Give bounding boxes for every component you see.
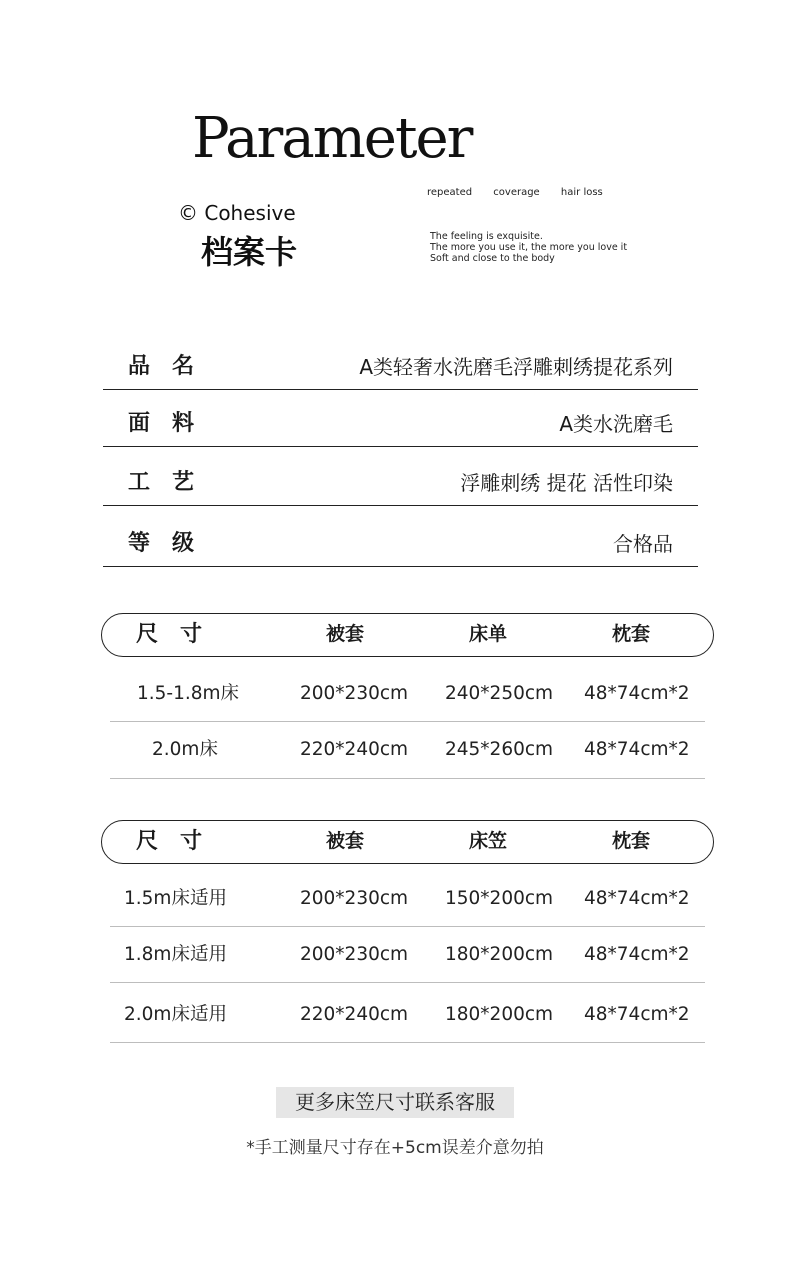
tagline-line: The more you use it, the more you love it	[430, 242, 628, 253]
size-table-header	[101, 613, 714, 657]
info-value: 合格品	[613, 532, 673, 556]
table-row	[110, 722, 705, 779]
size-table-fitted	[101, 820, 714, 1043]
cell: 240*250cm	[445, 683, 554, 704]
cell: 48*74cm*2	[584, 944, 690, 965]
cell: 180*200cm	[445, 944, 554, 965]
brand-subtitle: 档案卡	[201, 233, 298, 271]
header-pillowcase: 枕套	[612, 830, 651, 852]
info-key: 面料	[128, 411, 217, 436]
tag: coverage	[493, 187, 540, 198]
info-value: 浮雕刺绣 提花 活性印染	[460, 471, 673, 495]
cell: 2.0m床	[152, 739, 218, 760]
page-title: Parameter	[192, 106, 472, 171]
cell: 180*200cm	[445, 1004, 554, 1025]
cell: 150*200cm	[445, 888, 554, 909]
info-row-fabric	[103, 390, 698, 447]
table-row	[110, 657, 705, 722]
cell: 48*74cm*2	[584, 888, 690, 909]
header-duvet: 被套	[326, 623, 365, 645]
tagline-line: Soft and close to the body	[430, 253, 555, 264]
cell: 48*74cm*2	[584, 1004, 690, 1025]
feature-tags	[427, 187, 621, 199]
header-size: 尺寸	[136, 829, 225, 854]
brand-name: © Cohesive	[178, 201, 296, 225]
cell: 1.5m床适用	[124, 888, 227, 909]
cell: 220*240cm	[300, 739, 409, 760]
tag: repeated	[427, 187, 473, 198]
size-table-header	[101, 820, 714, 864]
info-value: A类水洗磨毛	[559, 412, 673, 436]
cell: 1.5-1.8m床	[137, 683, 240, 704]
cell: 245*260cm	[445, 739, 554, 760]
header-duvet: 被套	[326, 830, 365, 852]
cell: 2.0m床适用	[124, 1004, 227, 1025]
cell: 48*74cm*2	[584, 739, 690, 760]
header-pillowcase: 枕套	[612, 623, 651, 645]
info-key: 工艺	[128, 470, 217, 495]
table-row	[110, 927, 705, 983]
cell: 200*230cm	[300, 944, 409, 965]
product-info-table	[103, 344, 698, 567]
info-row-craft	[103, 447, 698, 506]
cell: 200*230cm	[300, 683, 409, 704]
info-key: 等级	[128, 531, 217, 556]
header-sheet: 床单	[469, 623, 508, 645]
info-key: 品名	[128, 354, 217, 379]
measurement-note: *手工测量尺寸存在+5cm误差介意勿拍	[246, 1138, 544, 1158]
contact-service-banner: 更多床笠尺寸联系客服	[276, 1087, 514, 1118]
tagline	[430, 231, 627, 264]
size-table-sheet	[101, 613, 714, 779]
info-row-name	[103, 344, 698, 390]
cell: 200*230cm	[300, 888, 409, 909]
tag: hair loss	[560, 187, 603, 198]
header-fitted-sheet: 床笠	[469, 830, 508, 852]
table-row	[110, 864, 705, 927]
cell: 48*74cm*2	[584, 683, 690, 704]
cell: 220*240cm	[300, 1004, 409, 1025]
table-row	[110, 983, 705, 1043]
info-row-grade	[103, 506, 698, 567]
cell: 1.8m床适用	[124, 944, 227, 965]
header-size: 尺寸	[136, 622, 225, 647]
info-value: A类轻奢水洗磨毛浮雕刺绣提花系列	[359, 355, 673, 379]
tagline-line: The feeling is exquisite.	[430, 231, 543, 242]
